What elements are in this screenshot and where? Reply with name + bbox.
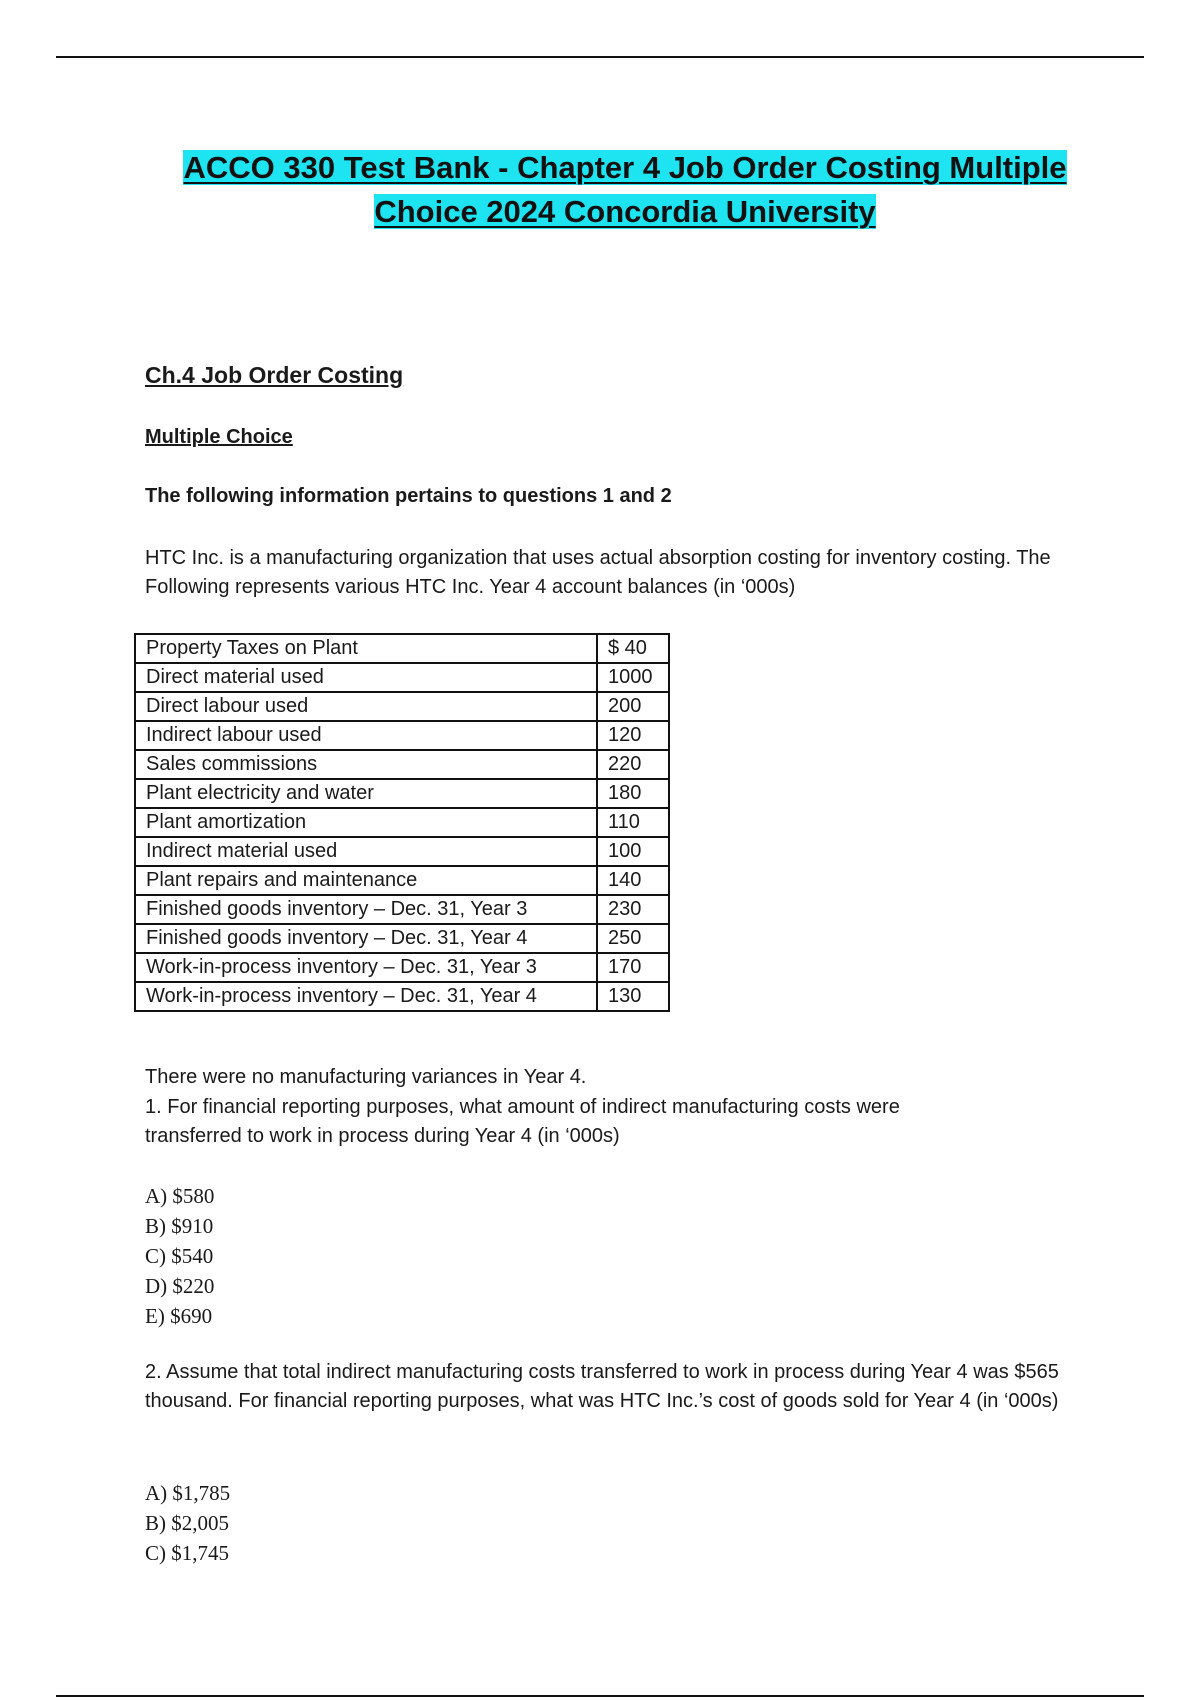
account-cell: Plant electricity and water — [135, 779, 597, 808]
table-row — [135, 663, 669, 692]
amount-cell: 130 — [597, 982, 669, 1011]
subheading: Multiple Choice — [145, 426, 293, 448]
table-row — [135, 692, 669, 721]
account-cell: Plant repairs and maintenance — [135, 866, 597, 895]
choice-e: E) $690 — [145, 1304, 213, 1328]
question-2-choices — [145, 1478, 230, 1568]
amount-cell: 1000 — [597, 663, 669, 692]
choice-d: D) $220 — [145, 1274, 215, 1298]
amount-cell: 220 — [597, 750, 669, 779]
account-cell: Property Taxes on Plant — [135, 634, 597, 663]
table-row — [135, 866, 669, 895]
amount-cell: 180 — [597, 779, 669, 808]
account-cell: Indirect material used — [135, 837, 597, 866]
table-row — [135, 750, 669, 779]
question-1-choices — [145, 1181, 214, 1331]
table-row — [135, 924, 669, 953]
choice-a: A) $1,785 — [145, 1481, 231, 1505]
amount-cell: 230 — [597, 895, 669, 924]
account-cell: Plant amortization — [135, 808, 597, 837]
no-variances-note: There were no manufacturing variances in Year 4. — [145, 1066, 587, 1088]
question-1-text: 1. For financial reporting purposes, what amount of indirect manufacturing costs were transferred to work in process during Year 4 (in ‘000s) — [145, 1096, 900, 1147]
choice-c: C) $1,745 — [145, 1541, 229, 1565]
amount-cell: 120 — [597, 721, 669, 750]
table-row — [135, 808, 669, 837]
table-row — [135, 837, 669, 866]
top-rule — [56, 56, 1144, 58]
amount-cell: 250 — [597, 924, 669, 953]
context-paragraph: HTC Inc. is a manufacturing organization that uses actual absorption costing for inventory costing. The Following represents various HTC Inc. Year 4 account balances (in ‘000s) — [145, 547, 1051, 598]
table-row — [135, 721, 669, 750]
choice-a: A) $580 — [145, 1184, 215, 1208]
table-row — [135, 895, 669, 924]
account-balances-table — [134, 633, 670, 1012]
account-cell: Finished goods inventory – Dec. 31, Year 4 — [135, 924, 597, 953]
amount-cell: 200 — [597, 692, 669, 721]
question-2-text: 2. Assume that total indirect manufacturing costs transferred to work in process during Year 4 was $565 thousand. For financial reporting purposes, what was HTC Inc.’s cost of goods sold for Year 4 (in ‘000s) — [145, 1361, 1059, 1412]
account-cell: Sales commissions — [135, 750, 597, 779]
table-row — [135, 779, 669, 808]
amount-cell: $ 40 — [597, 634, 669, 663]
title-line-1: ACCO 330 Test Bank - Chapter 4 Job Order Costing Multiple — [183, 150, 1067, 185]
bottom-rule — [56, 1695, 1144, 1697]
amount-cell: 170 — [597, 953, 669, 982]
table-row — [135, 953, 669, 982]
table-row — [135, 634, 669, 663]
amount-cell: 140 — [597, 866, 669, 895]
account-cell: Work-in-process inventory – Dec. 31, Year 3 — [135, 953, 597, 982]
choice-b: B) $2,005 — [145, 1511, 229, 1535]
amount-cell: 100 — [597, 837, 669, 866]
account-cell: Direct material used — [135, 663, 597, 692]
account-cell: Indirect labour used — [135, 721, 597, 750]
title-line-2: Choice 2024 Concordia University — [374, 194, 876, 229]
choice-c: C) $540 — [145, 1244, 214, 1268]
document-title — [150, 146, 1100, 234]
intro-statement: The following information pertains to questions 1 and 2 — [145, 485, 672, 507]
account-cell: Work-in-process inventory – Dec. 31, Year 4 — [135, 982, 597, 1011]
amount-cell: 110 — [597, 808, 669, 837]
section-heading: Ch.4 Job Order Costing — [145, 362, 404, 388]
account-cell: Direct labour used — [135, 692, 597, 721]
account-cell: Finished goods inventory – Dec. 31, Year 3 — [135, 895, 597, 924]
table-row — [135, 982, 669, 1011]
choice-b: B) $910 — [145, 1214, 214, 1238]
